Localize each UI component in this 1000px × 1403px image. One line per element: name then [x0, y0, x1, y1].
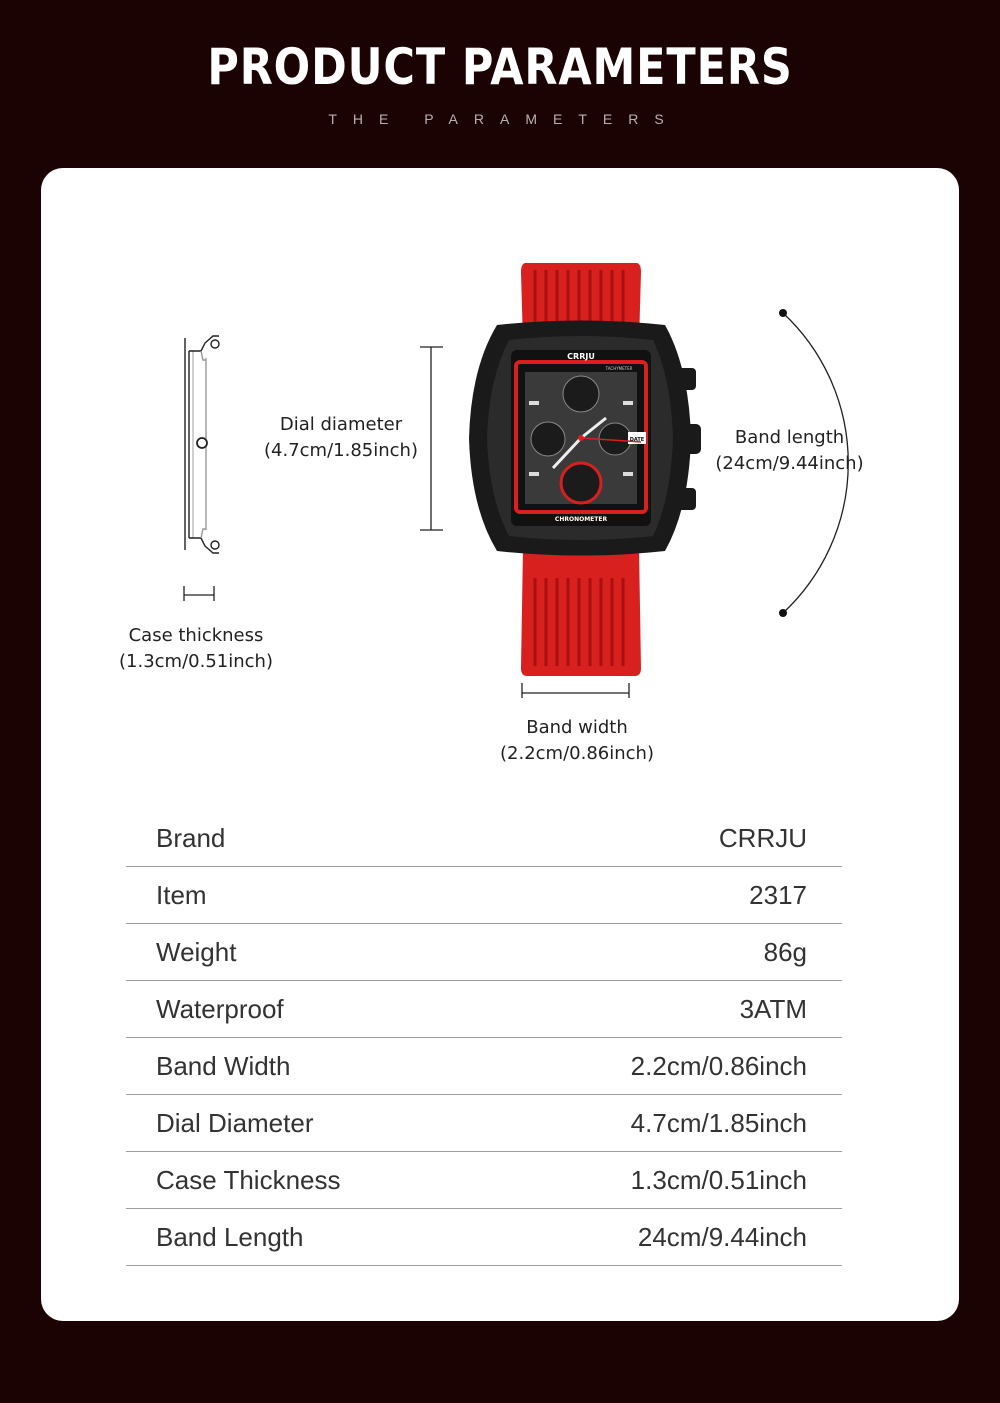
band-length-caption — [702, 425, 877, 477]
spec-value-band-width: 2.2cm/0.86inch — [630, 1050, 807, 1081]
watch-date-window: DATE — [629, 437, 645, 443]
table-row — [126, 867, 842, 924]
table-row — [126, 810, 842, 867]
spec-value-item: 2317 — [749, 879, 807, 910]
watch-chronometer-text: CHRONOMETER — [554, 516, 608, 523]
spec-label-band-length: Band Length — [156, 1221, 304, 1252]
dial-diameter-label: Dial diameter — [279, 414, 403, 435]
watch-tachymeter-text: TACHYMETER — [605, 366, 633, 371]
spec-label-item: Item — [156, 879, 207, 910]
spec-label-band-width: Band Width — [156, 1050, 291, 1081]
band-width-caption — [477, 715, 677, 767]
case-thickness-bracket — [184, 586, 214, 601]
case-thickness-caption — [101, 623, 291, 675]
case-thickness-label: Case thickness — [128, 625, 264, 646]
watch-side-profile — [176, 323, 236, 568]
spec-value-weight: 86g — [763, 936, 807, 967]
dial-diameter-caption — [241, 412, 441, 464]
page-title: PRODUCT PARAMETERS — [207, 38, 793, 96]
table-row — [126, 924, 842, 981]
case-thickness-value: (1.3cm/0.51inch) — [119, 651, 273, 672]
band-length-label: Band length — [734, 427, 845, 448]
band-width-label: Band width — [526, 717, 628, 738]
watch-front — [469, 263, 701, 676]
spec-label-case-thickness: Case Thickness — [156, 1164, 341, 1195]
table-row — [126, 1209, 842, 1266]
table-row — [126, 981, 842, 1038]
band-width-value: (2.2cm/0.86inch) — [500, 743, 654, 764]
spec-value-case-thickness: 1.3cm/0.51inch — [630, 1164, 807, 1195]
band-width-bracket — [522, 683, 629, 698]
table-row — [126, 1152, 842, 1209]
spec-label-brand: Brand — [156, 822, 226, 853]
spec-value-band-length: 24cm/9.44inch — [637, 1221, 807, 1252]
watch-brand-logo: CRRJU — [567, 352, 595, 361]
spec-value-waterproof: 3ATM — [739, 993, 807, 1024]
page-subtitle: THE PARAMETERS — [328, 111, 680, 127]
spec-label-dial-diameter: Dial Diameter — [156, 1107, 314, 1138]
table-row — [126, 1095, 842, 1152]
table-row — [126, 1038, 842, 1095]
dial-diameter-value: (4.7cm/1.85inch) — [264, 440, 418, 461]
band-length-value: (24cm/9.44inch) — [715, 453, 864, 474]
spec-label-waterproof: Waterproof — [156, 993, 284, 1024]
spec-value-brand: CRRJU — [718, 822, 807, 853]
spec-table — [126, 810, 842, 1266]
spec-value-dial-diameter: 4.7cm/1.85inch — [630, 1107, 807, 1138]
spec-label-weight: Weight — [156, 936, 237, 967]
